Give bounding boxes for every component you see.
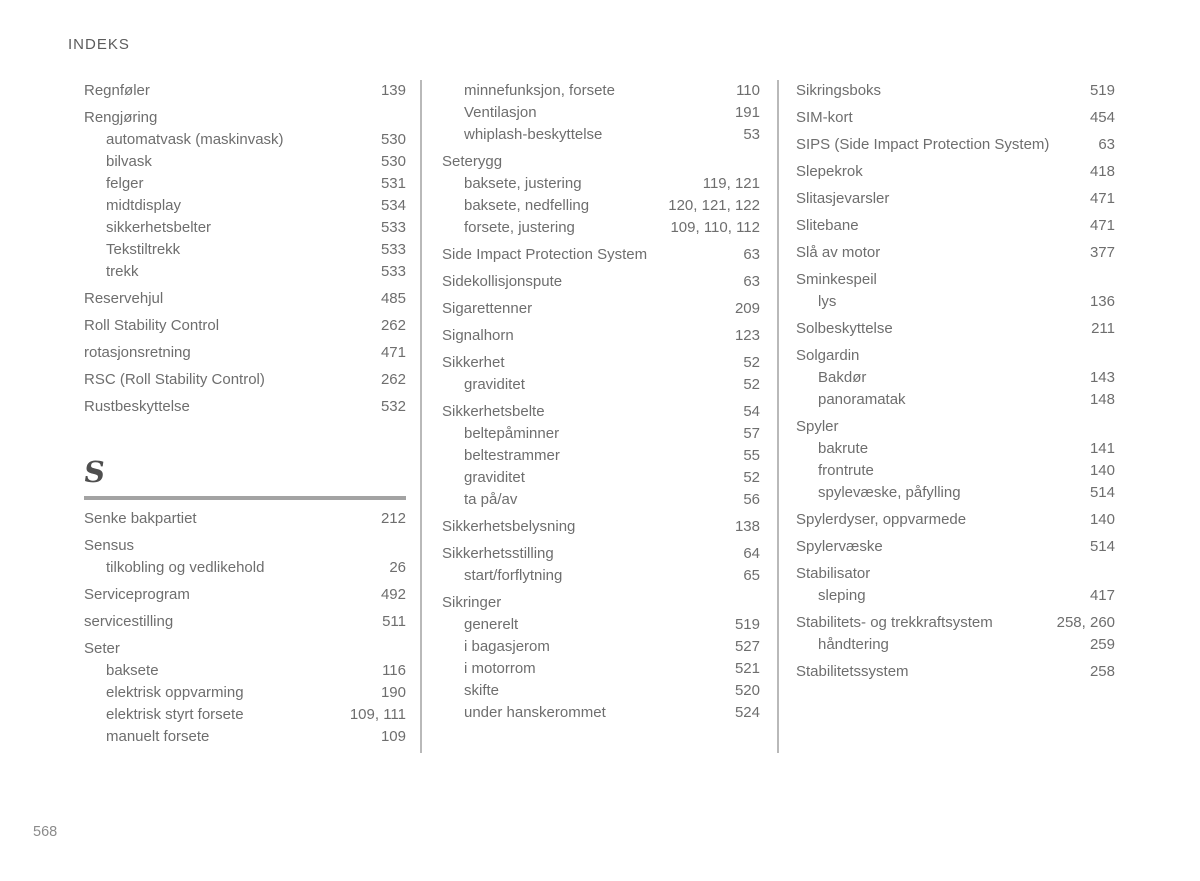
index-entry-row xyxy=(442,173,760,195)
entry-label: beltestrammer xyxy=(464,447,560,464)
entry-label: Stabilitets- og trekkraftsystem xyxy=(796,614,993,631)
entry-page-numbers: 530 xyxy=(380,131,406,148)
section-rule xyxy=(84,496,406,500)
entry-label: håndtering xyxy=(818,636,889,653)
entry-page-numbers: 258, 260 xyxy=(1056,614,1115,631)
index-entry-row xyxy=(796,460,1115,482)
entry-label: elektrisk oppvarming xyxy=(106,684,244,701)
index-entry-row xyxy=(84,704,406,726)
entry-label: Signalhorn xyxy=(442,327,514,344)
index-entry-group xyxy=(796,536,1115,558)
index-entry-group xyxy=(84,535,406,579)
entry-page-numbers: 262 xyxy=(380,371,406,388)
entry-label: Sikringer xyxy=(442,594,502,611)
entry-page-numbers: 52 xyxy=(743,354,760,371)
index-entry-row xyxy=(442,445,760,467)
entry-label: beltepåminner xyxy=(464,425,560,442)
entry-label: generelt xyxy=(464,616,519,633)
index-entry-row xyxy=(796,482,1115,504)
entry-label: midtdisplay xyxy=(106,197,182,214)
entry-label: start/forflytning xyxy=(464,567,563,584)
entry-page-numbers: 258 xyxy=(1089,663,1115,680)
entry-label: i bagasjerom xyxy=(464,638,550,655)
entry-label: lys xyxy=(818,293,837,310)
entry-label: automatvask (maskinvask) xyxy=(106,131,284,148)
entry-page-numbers: 514 xyxy=(1089,538,1115,555)
entry-page-numbers: 534 xyxy=(380,197,406,214)
entry-label: Spylervæske xyxy=(796,538,883,555)
entry-page-numbers: 530 xyxy=(380,153,406,170)
index-entry-group xyxy=(796,318,1115,340)
entry-label: Seter xyxy=(84,640,120,657)
index-entry-row xyxy=(84,535,406,557)
index-entry-group xyxy=(84,80,406,102)
index-entry-row xyxy=(84,261,406,283)
index-entry-group xyxy=(84,369,406,391)
index-column-1 xyxy=(81,80,420,753)
entry-label: ta på/av xyxy=(464,491,518,508)
index-entry-group xyxy=(796,242,1115,264)
index-entry-row xyxy=(84,315,406,337)
entry-label: Spyler xyxy=(796,418,839,435)
entry-label: bilvask xyxy=(106,153,152,170)
entry-label: i motorrom xyxy=(464,660,536,677)
index-entry-group xyxy=(796,509,1115,531)
index-entry-row xyxy=(84,342,406,364)
index-entry-row xyxy=(442,680,760,702)
entry-page-numbers: 485 xyxy=(380,290,406,307)
index-entry-group xyxy=(84,107,406,283)
entry-label: Slepekrok xyxy=(796,163,863,180)
index-entry-row xyxy=(442,565,760,587)
entry-page-numbers: 120, 121, 122 xyxy=(668,197,760,214)
entry-label: Side Impact Protection System xyxy=(442,246,648,263)
entry-label: servicestilling xyxy=(84,613,174,630)
entry-label: trekk xyxy=(106,263,139,280)
index-entry-group xyxy=(442,352,760,396)
entry-label: Roll Stability Control xyxy=(84,317,220,334)
entry-page-numbers: 533 xyxy=(380,263,406,280)
entry-page-numbers: 531 xyxy=(380,175,406,192)
index-section-letter: S xyxy=(81,455,108,489)
entry-label: Sminkespeil xyxy=(796,271,877,288)
index-entry-row xyxy=(442,592,760,614)
entry-page-numbers: 471 xyxy=(380,344,406,361)
entry-page-numbers: 511 xyxy=(382,613,406,630)
entry-label: SIPS (Side Impact Protection System) xyxy=(796,136,1050,153)
entry-label: under hanskerommet xyxy=(464,704,606,721)
entry-page-numbers: 533 xyxy=(380,241,406,258)
entry-page-numbers: 471 xyxy=(1089,217,1115,234)
index-entry-row xyxy=(84,173,406,195)
index-entry-group xyxy=(84,508,406,530)
index-entry-group xyxy=(84,584,406,606)
entry-label: Slitebane xyxy=(796,217,859,234)
entry-label: Spylerdyser, oppvarmede xyxy=(796,511,967,528)
entry-label: Rengjøring xyxy=(84,109,158,126)
entry-page-numbers: 521 xyxy=(734,660,760,677)
index-entry-row xyxy=(442,658,760,680)
index-entry-group xyxy=(442,401,760,511)
index-entry-row xyxy=(84,107,406,129)
index-entry-row xyxy=(442,217,760,239)
entry-label: Reservehjul xyxy=(84,290,164,307)
entry-page-numbers: 143 xyxy=(1089,369,1115,386)
index-entry-row xyxy=(796,438,1115,460)
index-entry-row xyxy=(796,661,1115,683)
entry-page-numbers: 190 xyxy=(380,684,406,701)
entry-label: baksete, nedfelling xyxy=(464,197,590,214)
index-entry-row xyxy=(442,374,760,396)
entry-page-numbers: 520 xyxy=(734,682,760,699)
entry-label: Sikkerhetsbelysning xyxy=(442,518,576,535)
index-entry-row xyxy=(796,536,1115,558)
entry-page-numbers: 56 xyxy=(743,491,760,508)
index-column-2 xyxy=(420,80,777,753)
entry-page-numbers: 533 xyxy=(380,219,406,236)
index-entry-row xyxy=(442,325,760,347)
entry-page-numbers: 454 xyxy=(1089,109,1115,126)
entry-page-numbers: 52 xyxy=(743,376,760,393)
index-entry-row xyxy=(442,298,760,320)
index-column-3 xyxy=(777,80,1144,753)
entry-label: Rustbeskyttelse xyxy=(84,398,190,415)
entry-label: Slitasjevarsler xyxy=(796,190,890,207)
index-entry-group xyxy=(442,151,760,239)
index-entry-group xyxy=(796,188,1115,210)
index-entry-row xyxy=(442,543,760,565)
entry-label: Slå av motor xyxy=(796,244,881,261)
entry-page-numbers: 259 xyxy=(1089,636,1115,653)
entry-label: Stabilisator xyxy=(796,565,871,582)
entry-label: Tekstiltrekk xyxy=(106,241,181,258)
index-entry-group xyxy=(442,271,760,293)
index-entry-row xyxy=(84,239,406,261)
index-entry-row xyxy=(796,107,1115,129)
index-entry-group xyxy=(442,80,760,146)
index-entry-row xyxy=(442,636,760,658)
entry-page-numbers: 140 xyxy=(1089,511,1115,528)
index-entry-row xyxy=(442,352,760,374)
entry-label: Serviceprogram xyxy=(84,586,190,603)
index-entry-row xyxy=(442,423,760,445)
index-entry-row xyxy=(796,242,1115,264)
entry-label: graviditet xyxy=(464,376,525,393)
entry-label: whiplash-beskyttelse xyxy=(464,126,603,143)
index-entry-group xyxy=(84,396,406,418)
entry-page-numbers: 211 xyxy=(1091,320,1115,337)
entry-label: skifte xyxy=(464,682,500,699)
entry-label: Sigarettenner xyxy=(442,300,533,317)
entry-page-numbers: 209 xyxy=(734,300,760,317)
index-entry-row xyxy=(84,611,406,633)
entry-label: Sensus xyxy=(84,537,135,554)
index-entry-group xyxy=(442,592,760,724)
index-entry-row xyxy=(796,291,1115,313)
index-entry-row xyxy=(442,489,760,511)
index-entry-row xyxy=(442,244,760,266)
entry-label: elektrisk styrt forsete xyxy=(106,706,244,723)
index-entry-row xyxy=(84,151,406,173)
entry-label: Seterygg xyxy=(442,153,503,170)
index-entry-row xyxy=(442,271,760,293)
index-entry-group xyxy=(442,325,760,347)
index-entry-row xyxy=(796,269,1115,291)
index-entry-group xyxy=(442,516,760,538)
entry-page-numbers: 532 xyxy=(380,398,406,415)
index-columns xyxy=(81,80,1200,753)
entry-label: Sikkerhetsstilling xyxy=(442,545,554,562)
index-entry-group xyxy=(84,611,406,633)
entry-label: bakrute xyxy=(818,440,869,457)
index-entry-row xyxy=(796,634,1115,656)
index-entry-row xyxy=(84,288,406,310)
entry-page-numbers: 492 xyxy=(380,586,406,603)
entry-label: Ventilasjon xyxy=(464,104,537,121)
entry-page-numbers: 519 xyxy=(734,616,760,633)
index-entry-row xyxy=(442,516,760,538)
index-entry-row xyxy=(84,638,406,660)
entry-label: SIM-kort xyxy=(796,109,853,126)
entry-page-numbers: 191 xyxy=(734,104,760,121)
index-entry-row xyxy=(442,614,760,636)
index-entry-group xyxy=(796,269,1115,313)
index-entry-row xyxy=(796,585,1115,607)
index-entry-group xyxy=(796,161,1115,183)
index-entry-group xyxy=(84,315,406,337)
index-entry-row xyxy=(796,161,1115,183)
index-section-divider xyxy=(81,455,406,500)
entry-page-numbers: 212 xyxy=(380,510,406,527)
entry-page-numbers: 116 xyxy=(382,662,406,679)
index-entry-row xyxy=(84,217,406,239)
entry-label: frontrute xyxy=(818,462,874,479)
entry-page-numbers: 527 xyxy=(734,638,760,655)
index-entry-row xyxy=(796,367,1115,389)
entry-page-numbers: 514 xyxy=(1089,484,1115,501)
entry-page-numbers: 54 xyxy=(743,403,760,420)
index-entry-row xyxy=(84,396,406,418)
index-entry-group xyxy=(796,612,1115,656)
entry-label: Senke bakpartiet xyxy=(84,510,197,527)
entry-page-numbers: 519 xyxy=(1089,82,1115,99)
entry-label: Stabilitetssystem xyxy=(796,663,909,680)
index-entry-row xyxy=(796,134,1115,156)
entry-label: forsete, justering xyxy=(464,219,575,236)
entry-page-numbers: 109, 111 xyxy=(349,706,406,723)
index-entry-row xyxy=(442,80,760,102)
entry-label: RSC (Roll Stability Control) xyxy=(84,371,265,388)
index-entry-group xyxy=(442,543,760,587)
entry-page-numbers: 417 xyxy=(1089,587,1115,604)
entry-label: sleping xyxy=(818,587,866,604)
entry-page-numbers: 109, 110, 112 xyxy=(670,219,760,236)
entry-label: Sikkerhetsbelte xyxy=(442,403,545,420)
index-entry-group xyxy=(796,661,1115,683)
entry-page-numbers: 110 xyxy=(736,82,760,99)
index-entry-row xyxy=(796,345,1115,367)
entry-page-numbers: 55 xyxy=(743,447,760,464)
entry-page-numbers: 26 xyxy=(389,559,406,576)
entry-label: graviditet xyxy=(464,469,525,486)
index-entry-row xyxy=(84,682,406,704)
index-entry-row xyxy=(796,215,1115,237)
index-entry-row xyxy=(442,195,760,217)
entry-page-numbers: 53 xyxy=(743,126,760,143)
entry-label: Solgardin xyxy=(796,347,860,364)
entry-page-numbers: 57 xyxy=(743,425,760,442)
entry-page-numbers: 471 xyxy=(1089,190,1115,207)
index-entry-group xyxy=(796,563,1115,607)
entry-label: spylevæske, påfylling xyxy=(818,484,961,501)
index-entry-group xyxy=(796,134,1115,156)
index-entry-group xyxy=(84,288,406,310)
index-entry-group xyxy=(442,244,760,266)
entry-label: Sikkerhet xyxy=(442,354,505,371)
index-entry-row xyxy=(84,726,406,748)
index-entry-row xyxy=(442,102,760,124)
index-entry-group xyxy=(796,345,1115,411)
index-entry-row xyxy=(84,584,406,606)
entry-page-numbers: 138 xyxy=(734,518,760,535)
entry-label: Solbeskyttelse xyxy=(796,320,893,337)
index-entry-row xyxy=(442,151,760,173)
index-entry-group xyxy=(796,107,1115,129)
index-entry-group xyxy=(84,342,406,364)
index-entry-group xyxy=(796,215,1115,237)
index-entry-group xyxy=(796,80,1115,102)
index-entry-group xyxy=(442,298,760,320)
page-title: INDEKS xyxy=(68,36,130,53)
index-entry-row xyxy=(796,80,1115,102)
entry-page-numbers: 52 xyxy=(743,469,760,486)
index-entry-group xyxy=(796,416,1115,504)
index-entry-row xyxy=(796,188,1115,210)
entry-label: Bakdør xyxy=(818,369,867,386)
entry-page-numbers: 377 xyxy=(1089,244,1115,261)
entry-page-numbers: 65 xyxy=(743,567,760,584)
entry-page-numbers: 141 xyxy=(1089,440,1115,457)
entry-page-numbers: 119, 121 xyxy=(702,175,760,192)
index-entry-row xyxy=(796,563,1115,585)
entry-page-numbers: 64 xyxy=(743,545,760,562)
index-entry-row xyxy=(442,124,760,146)
entry-label: baksete xyxy=(106,662,159,679)
entry-page-numbers: 262 xyxy=(380,317,406,334)
entry-page-numbers: 109 xyxy=(380,728,406,745)
index-entry-group xyxy=(84,638,406,748)
index-entry-row xyxy=(84,508,406,530)
index-entry-row xyxy=(796,416,1115,438)
entry-label: felger xyxy=(106,175,144,192)
entry-label: sikkerhetsbelter xyxy=(106,219,212,236)
index-entry-row xyxy=(442,401,760,423)
index-entry-row xyxy=(84,80,406,102)
entry-page-numbers: 418 xyxy=(1089,163,1115,180)
entry-label: baksete, justering xyxy=(464,175,582,192)
index-entry-row xyxy=(442,702,760,724)
entry-label: tilkobling og vedlikehold xyxy=(106,559,265,576)
entry-label: manuelt forsete xyxy=(106,728,210,745)
entry-label: Sidekollisjonspute xyxy=(442,273,563,290)
entry-label: rotasjonsretning xyxy=(84,344,191,361)
entry-label: panoramatak xyxy=(818,391,906,408)
entry-page-numbers: 140 xyxy=(1089,462,1115,479)
entry-label: minnefunksjon, forsete xyxy=(464,82,615,99)
entry-label: Regnføler xyxy=(84,82,150,99)
entry-page-numbers: 139 xyxy=(380,82,406,99)
entry-page-numbers: 524 xyxy=(734,704,760,721)
index-entry-row xyxy=(84,369,406,391)
index-entry-row xyxy=(84,129,406,151)
page-number: 568 xyxy=(33,824,58,840)
entry-page-numbers: 136 xyxy=(1089,293,1115,310)
entry-page-numbers: 148 xyxy=(1089,391,1115,408)
index-entry-row xyxy=(84,195,406,217)
index-entry-row xyxy=(796,509,1115,531)
entry-page-numbers: 63 xyxy=(1098,136,1115,153)
index-entry-row xyxy=(796,389,1115,411)
index-entry-row xyxy=(442,467,760,489)
index-entry-row xyxy=(796,612,1115,634)
entry-label: Sikringsboks xyxy=(796,82,882,99)
entry-page-numbers: 63 xyxy=(743,246,760,263)
entry-page-numbers: 63 xyxy=(743,273,760,290)
index-entry-row xyxy=(796,318,1115,340)
index-entry-row xyxy=(84,557,406,579)
entry-page-numbers: 123 xyxy=(734,327,760,344)
index-entry-row xyxy=(84,660,406,682)
